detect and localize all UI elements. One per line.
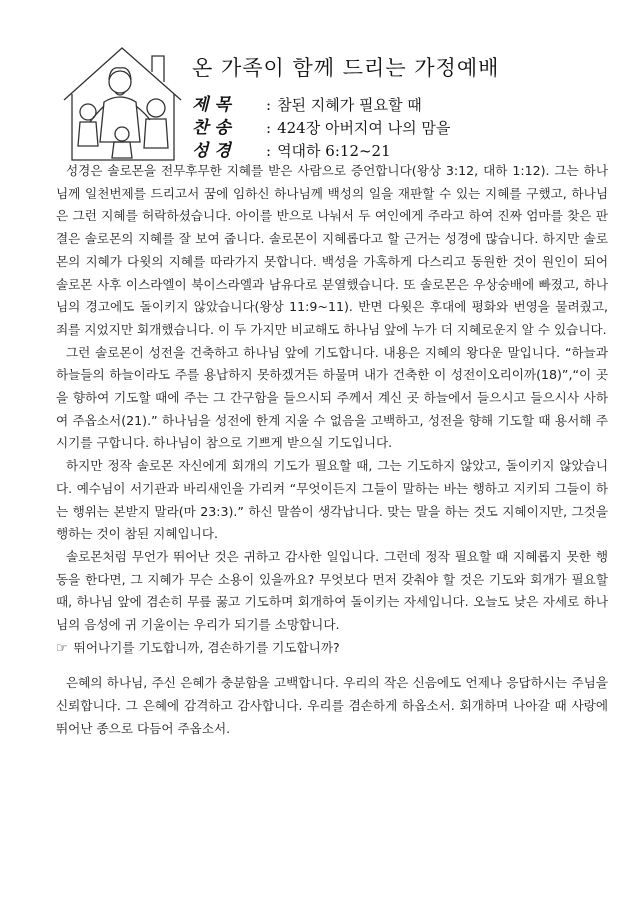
scripture-label: 성 경: [192, 141, 231, 161]
closing-prayer: 은혜의 하나님, 주신 은혜가 충분함을 고백합니다. 우리의 작은 신음에도 언제나 응답하시는 주님을 신뢰합니다. 그 은혜에 감격하고 감사합니다. 우리를 겸손하게 하옵소서. 회개하며 나아갈 때 사랑에 뛰어난 종으로 다듬어 주옵소서.: [56, 675, 608, 736]
hymn-label: 찬 송: [192, 118, 231, 138]
pointing-hand-icon: ☞: [56, 640, 68, 656]
paragraph-3: 하지만 정작 솔로몬 자신에게 회개의 기도가 필요할 때, 그는 기도하지 않았고, 돌이키지 않았습니다. 예수님이 서기관과 바리새인을 가리켜 “무엇이든지 그들이 말하는 바는 행하고 지키되 그들이 하는 행위는 본받지 말라(마 23:3).” 하신 말씀이 생각납니다. 맞는 말을 하는 것도 지혜이지만, 그것을 행하는 것이 참된 지혜입니다.: [56, 458, 608, 542]
subject-text: 참된 지혜가 필요할 때: [277, 96, 422, 114]
family-worship-illustration: [60, 42, 185, 164]
reflection-question-text: 뛰어나기를 기도합니까, 겸손하기를 기도합니까?: [73, 639, 340, 655]
hymn-line: 찬 송 : 424장 아버지여 나의 맘을: [192, 113, 612, 138]
sermon-body: [56, 160, 608, 741]
header: [0, 0, 636, 165]
reflection-question: [56, 637, 608, 661]
paragraph-2: 그런 솔로몬이 성전을 건축하고 하나님 앞에 기도합니다. 내용은 지혜의 왕다운 말입니다. “하늘과 하늘들의 하늘이라도 주를 용납하지 못하겠거든 하물며 내가 건축한 이 성전이오리이까(18)”,“이 곳을 향하여 기도할 때에 주는 그 간구함을 들으시되 주께서 계신 곳 하늘에서 들으시고 들으시사 사하여 주옵소서(21).” 하나님을 성전에 한계 지울 수 없음을 고백하고, 성전을 향해 기도할 때 용서해 주시기를 구합니다. 하나님이 참으로 기쁘게 받으실 기도입니다.: [56, 344, 608, 451]
subject-label: 제 목: [192, 95, 231, 115]
hymn-text: 424장 아버지여 나의 맘을: [277, 119, 451, 137]
page-title: 온 가족이 함께 드리는 가정예배: [192, 56, 500, 80]
subject-line: 제 목 : 참된 지혜가 필요할 때: [192, 90, 612, 115]
paragraph-4: 솔로몬처럼 무언가 뛰어난 것은 귀하고 감사한 일입니다. 그런데 정작 필요할 때 지혜롭지 못한 행동을 한다면, 그 지혜가 무슨 소용이 있을까요? 무엇보다 먼저 갖춰야 할 것은 기도와 회개가 필요할 때, 하나님 앞에 겸손히 무릎 꿇고 기도하며 회개하여 돌이키는 자세입니다. 오늘도 낮은 자세로 하나님의 음성에 귀 기울이는 우리가 되기를 소망합니다.: [56, 548, 608, 633]
scripture-line: 성 경 : 역대하 6:12~21: [192, 136, 612, 161]
paragraph-1: 성경은 솔로몬을 전무후무한 지혜를 받은 사람으로 증언합니다(왕상 3:12, 대하 1:12). 그는 하나님께 일천번제를 드리고서 꿈에 임하신 하나님께 백성의 일을 재판할 수 있는 지혜를 구했고, 하나님은 그런 지혜를 허락하셨습니다. 아이를 반으로 나눠서 두 여인에게 주라고 하여 진짜 엄마를 찾은 판결은 솔로몬의 지혜를 잘 보여 줍니다. 솔로몬이 지혜롭다고 할 근거는 성경에 많습니다. 하지만 솔로몬의 지혜가 다윗의 지혜를 따라가지 못합니다. 백성을 가혹하게 다스리고 동원한 것이 원인이 되어 솔로몬 사후 이스라엘이 북이스라엘과 남유다로 분열했습니다. 또 솔로몬은 우상숭배에 빠졌고, 하나님의 경고에도 돌이키지 않았습니다(왕상 11:9~11). 반면 다윗은 후대에 평화와 번영을 물려줬고, 죄를 지었지만 회개했습니다. 이 두 가지만 비교해도 하나님 앞에 누가 더 지혜로운지 알 수 있습니다.: [56, 163, 608, 337]
scripture-text: 역대하 6:12~21: [277, 142, 391, 160]
